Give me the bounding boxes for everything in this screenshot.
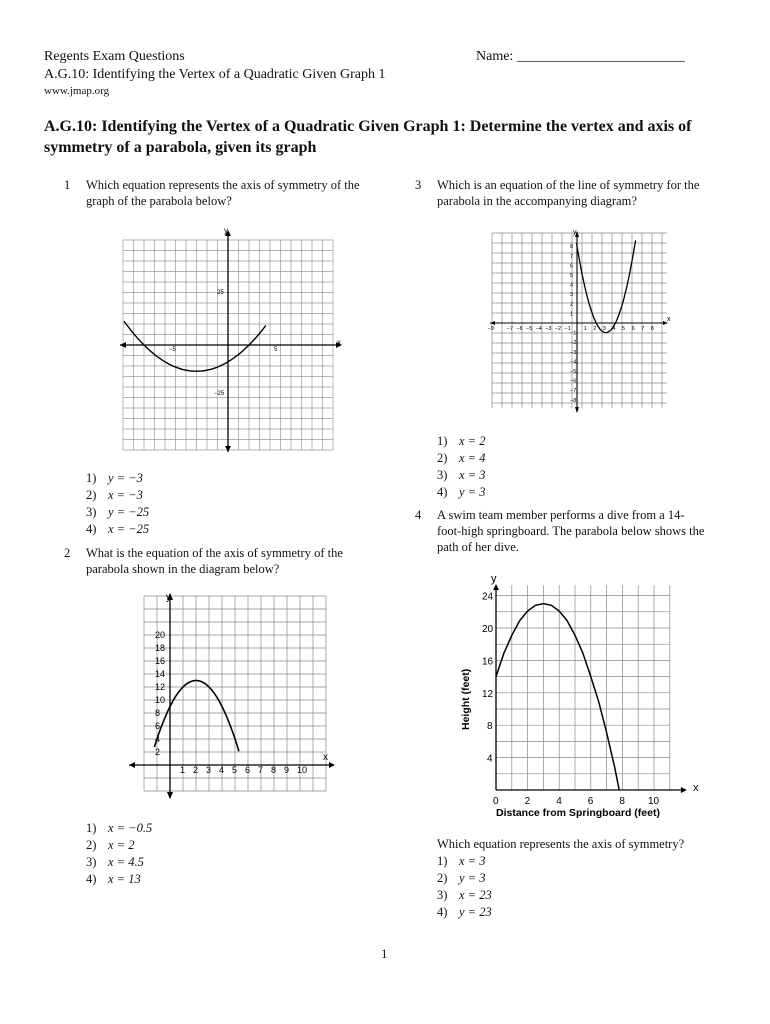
answer-choice[interactable]: 3) x = 4.5 [86,855,144,869]
dive-path-curve [496,604,619,790]
followup-question: Which equation represents the axis of symmetry? [437,837,685,851]
answer-choice[interactable]: 4) y = 3 [437,485,486,499]
answer-choice[interactable]: 4) y = 23 [437,905,492,919]
q4-choices [437,836,684,921]
y-tick-label: 6 [570,263,574,270]
y-tick-label: 18 [155,643,166,653]
y-tick-label: 1 [570,311,574,318]
x-tick-label: 7 [258,765,264,775]
x-tick-label: 5 [622,326,626,332]
x-axis-letter: x [693,782,699,794]
tick-label: 5 [274,347,278,353]
y-tick-label: 4 [487,753,493,765]
arrow-left-icon [129,762,135,768]
x-tick-label: 9 [284,765,290,775]
exam-series: Regents Exam Questions [44,49,185,64]
x-tick-label: −9 [487,326,494,332]
x-tick-label: 3 [602,326,606,332]
x-axis-label: x [323,752,328,763]
x-tick-label: −4 [535,326,542,332]
y-axis-letter: y [491,573,497,585]
x-tick-label: 6 [587,796,594,807]
y-axis-label: y [166,592,171,603]
tick-label: −25 [214,391,225,397]
y-tick-label: 8 [570,244,574,251]
arrow-left-icon [490,321,495,325]
x-tick-label: 0 [493,796,499,807]
y-tick-label: −4 [570,359,577,366]
y-tick-label: 5 [570,273,574,279]
x-tick-label: 1 [180,765,186,775]
answer-choice[interactable]: 4) x = −25 [86,522,150,536]
y-tick-label: 4 [155,734,161,744]
graph-grid [144,596,326,791]
x-tick-label: 1 [583,326,587,332]
x-tick-label: −6 [516,326,523,332]
y-tick-label: 16 [482,656,494,668]
x-tick-label: −3 [545,326,552,332]
x-tick-label: 4 [556,796,562,807]
y-tick-label: 8 [487,721,493,733]
parabola-curve [154,681,239,752]
y-tick-label: 3 [570,292,574,299]
x-tick-label: −5 [526,326,533,332]
y-tick-label: 2 [155,747,161,757]
question-number: 2 [64,546,71,560]
topic-code: A.G.10: Identifying the Vertex of a Quadratic Given Graph 1 [44,67,386,82]
y-tick-label: −7 [570,388,577,395]
arrow-down-icon [225,446,231,452]
y-axis-label: y [224,228,228,235]
y-tick-label: 6 [155,721,161,731]
graph-2-parabola [125,590,345,810]
answer-choice[interactable]: 3) x = 3 [437,468,486,482]
arrow-down-icon [167,792,173,799]
y-tick-label: −6 [570,378,577,385]
x-tick-label: 2 [524,796,531,807]
page-title: A.G.10: Identifying the Vertex of a Quadratic Given Graph 1: Determine the vertex and axis of symmetry of a parabola, given its graph [44,118,692,156]
answer-choice[interactable]: 4) x = 13 [86,872,141,886]
y-tick-label: 20 [155,630,166,640]
tick-label: −5 [169,347,176,353]
dive-path-chart [456,570,716,820]
x-tick-label: −2 [554,326,562,332]
x-tick-label: 4 [612,326,616,332]
parabola-curve [577,240,636,332]
x-tick-label: 5 [232,765,238,775]
y-tick-label: −2 [570,340,577,347]
x-tick-label: 7 [641,326,645,332]
x-axis-label: x [337,338,341,347]
x-tick-label: 10 [648,796,660,807]
q1-choices [86,470,149,538]
x-tick-label: 2 [593,326,597,332]
name-field[interactable]: Name: ________________________ [476,49,685,64]
answer-choice[interactable]: 2) x = 4 [437,451,486,465]
y-axis-label: y [573,229,577,236]
site-url: www.jmap.org [44,85,110,97]
answer-choice[interactable]: 2) x = −3 [86,488,143,502]
x-tick-label: 8 [650,326,654,332]
question-number: 1 [64,178,71,192]
x-tick-label: 2 [193,765,199,775]
graph-3-parabola [486,226,676,416]
y-tick-label: 10 [155,695,166,705]
answer-choice[interactable]: 1) x = 3 [437,854,486,868]
arrow-right-icon [329,762,335,768]
answer-choice[interactable]: 3) y = −25 [86,505,150,519]
y-tick-label: 20 [482,624,494,635]
y-tick-label: 24 [482,591,494,603]
question-number: 4 [415,508,422,522]
page-number: 1 [381,946,388,961]
y-tick-label: 4 [570,282,574,289]
x-tick-label: 6 [631,326,635,332]
y-tick-label: 16 [155,656,166,666]
question-text: Which is an equation of the line of symmetry for the parabola in the accompanying diagram? [437,178,700,208]
graph-1-parabola [118,228,344,456]
answer-choice[interactable]: 1) x = 2 [437,434,486,448]
answer-choice[interactable]: 1) y = −3 [86,471,143,485]
y-tick-label: −3 [570,349,577,356]
x-tick-label: −1 [564,326,571,332]
x-tick-label: 10 [297,765,308,775]
x-tick-label: 4 [219,765,225,775]
answer-choice[interactable]: 3) x = 23 [437,888,492,902]
answer-choice[interactable]: 1) x = −0.5 [86,821,153,835]
graph-grid [496,585,670,790]
y-tick-label: 12 [155,682,166,692]
tick-label: 25 [217,290,224,296]
x-tick-label: 3 [206,765,212,775]
arrow-down-icon [575,407,579,413]
question-text: A swim team member performs a dive from a 14-foot-high springboard. The parabola below shows the path of her dive. [437,508,705,554]
answer-choice[interactable]: 2) x = 2 [86,838,135,852]
q2-choices [86,820,152,888]
question-text: What is the equation of the axis of symmetry of the parabola shown in the diagram below? [86,546,343,576]
q3-choices [437,433,485,501]
y-axis-title: Height (feet) [460,668,472,730]
parabola-curve [124,321,266,371]
y-tick-label: 14 [155,669,166,679]
question-text: Which equation represents the axis of symmetry of the graph of the parabola below? [86,178,360,208]
x-tick-label: 8 [271,765,277,775]
y-tick-label: −5 [570,369,577,375]
x-tick-label: −7 [506,326,514,332]
y-tick-label: 2 [570,301,574,308]
x-tick-label: 8 [619,796,625,807]
x-axis-title: Distance from Springboard (feet) [496,807,660,819]
y-tick-label: −8 [570,397,577,404]
question-number: 3 [415,178,422,192]
y-tick-label: 7 [570,253,574,260]
answer-choice[interactable]: 2) y = 3 [437,871,486,885]
y-tick-label: −1 [570,330,577,337]
x-axis-label: x [667,316,671,323]
arrow-right-icon [681,787,687,793]
x-tick-label: 6 [245,765,251,775]
y-tick-label: 8 [155,708,161,718]
y-tick-label: 12 [482,688,494,700]
